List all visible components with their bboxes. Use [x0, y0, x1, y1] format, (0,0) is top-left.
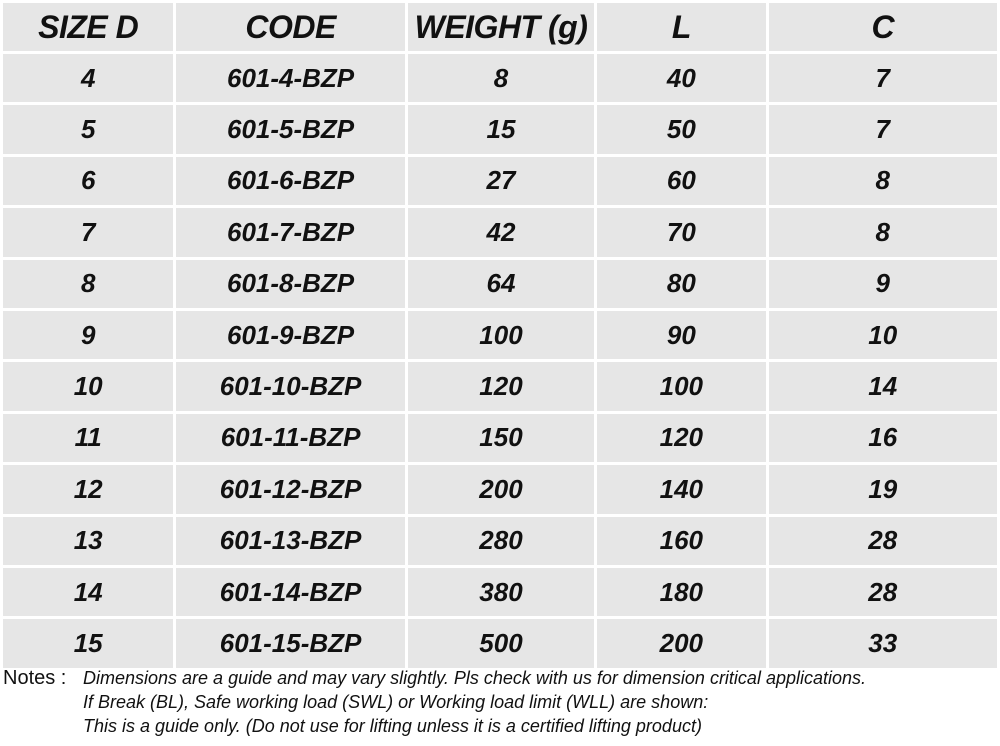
table-row — [3, 619, 997, 667]
header-row — [3, 3, 997, 51]
note-line: This is a guide only. (Do not use for lifting unless it is a certified lifting product) — [83, 716, 702, 736]
cell-size-d: 10 — [3, 362, 173, 410]
header-l: L — [597, 3, 765, 51]
header-weight: WEIGHT (g) — [408, 3, 594, 51]
table-row — [3, 517, 997, 565]
cell-weight: 42 — [408, 208, 594, 256]
cell-weight: 500 — [408, 619, 594, 667]
cell-size-d: 8 — [3, 260, 173, 308]
cell-c: 33 — [769, 619, 998, 667]
header-code: CODE — [176, 3, 404, 51]
cell-l: 180 — [597, 568, 765, 616]
cell-size-d: 15 — [3, 619, 173, 667]
table-row — [3, 414, 997, 462]
cell-code: 601-14-BZP — [176, 568, 404, 616]
note-line: Dimensions are a guide and may vary slightly. Pls check with us for dimension critical applications. — [83, 668, 867, 688]
header-c: C — [769, 3, 998, 51]
cell-c: 14 — [769, 362, 998, 410]
cell-c: 8 — [769, 208, 998, 256]
cell-size-d: 14 — [3, 568, 173, 616]
cell-size-d: 12 — [3, 465, 173, 513]
cell-l: 100 — [597, 362, 765, 410]
cell-l: 200 — [597, 619, 765, 667]
header-size-d: SIZE D — [3, 3, 173, 51]
table-row — [3, 105, 997, 153]
cell-l: 70 — [597, 208, 765, 256]
cell-l: 90 — [597, 311, 765, 359]
cell-c: 9 — [769, 260, 998, 308]
cell-code: 601-15-BZP — [176, 619, 404, 667]
cell-weight: 64 — [408, 260, 594, 308]
cell-size-d: 4 — [3, 54, 173, 102]
cell-l: 40 — [597, 54, 765, 102]
cell-size-d: 5 — [3, 105, 173, 153]
cell-c: 7 — [769, 54, 998, 102]
table-row — [3, 362, 997, 410]
cell-code: 601-4-BZP — [176, 54, 404, 102]
cell-weight: 150 — [408, 414, 594, 462]
cell-l: 140 — [597, 465, 765, 513]
cell-c: 28 — [769, 517, 998, 565]
cell-weight: 120 — [408, 362, 594, 410]
table-row — [3, 157, 997, 205]
cell-c: 10 — [769, 311, 998, 359]
table-row — [3, 208, 997, 256]
note-line: If Break (BL), Safe working load (SWL) or Working load limit (WLL) are shown: — [83, 692, 709, 712]
cell-code: 601-5-BZP — [176, 105, 404, 153]
cell-weight: 8 — [408, 54, 594, 102]
cell-l: 60 — [597, 157, 765, 205]
notes-label: Notes : — [3, 667, 67, 689]
cell-size-d: 6 — [3, 157, 173, 205]
cell-weight: 280 — [408, 517, 594, 565]
cell-code: 601-8-BZP — [176, 260, 404, 308]
cell-c: 19 — [769, 465, 998, 513]
cell-c: 7 — [769, 105, 998, 153]
cell-size-d: 11 — [3, 414, 173, 462]
cell-weight: 380 — [408, 568, 594, 616]
cell-code: 601-11-BZP — [176, 414, 404, 462]
cell-weight: 200 — [408, 465, 594, 513]
cell-size-d: 9 — [3, 311, 173, 359]
cell-code: 601-6-BZP — [176, 157, 404, 205]
cell-weight: 27 — [408, 157, 594, 205]
cell-l: 80 — [597, 260, 765, 308]
table-row — [3, 568, 997, 616]
cell-size-d: 13 — [3, 517, 173, 565]
cell-code: 601-12-BZP — [176, 465, 404, 513]
cell-code: 601-10-BZP — [176, 362, 404, 410]
cell-c: 8 — [769, 157, 998, 205]
cell-code: 601-13-BZP — [176, 517, 404, 565]
cell-size-d: 7 — [3, 208, 173, 256]
table-row — [3, 311, 997, 359]
cell-code: 601-9-BZP — [176, 311, 404, 359]
table-row — [3, 465, 997, 513]
table-row — [3, 260, 997, 308]
cell-l: 120 — [597, 414, 765, 462]
table-row — [3, 54, 997, 102]
cell-l: 160 — [597, 517, 765, 565]
cell-weight: 15 — [408, 105, 594, 153]
cell-code: 601-7-BZP — [176, 208, 404, 256]
cell-c: 28 — [769, 568, 998, 616]
cell-c: 16 — [769, 414, 998, 462]
cell-l: 50 — [597, 105, 765, 153]
cell-weight: 100 — [408, 311, 594, 359]
